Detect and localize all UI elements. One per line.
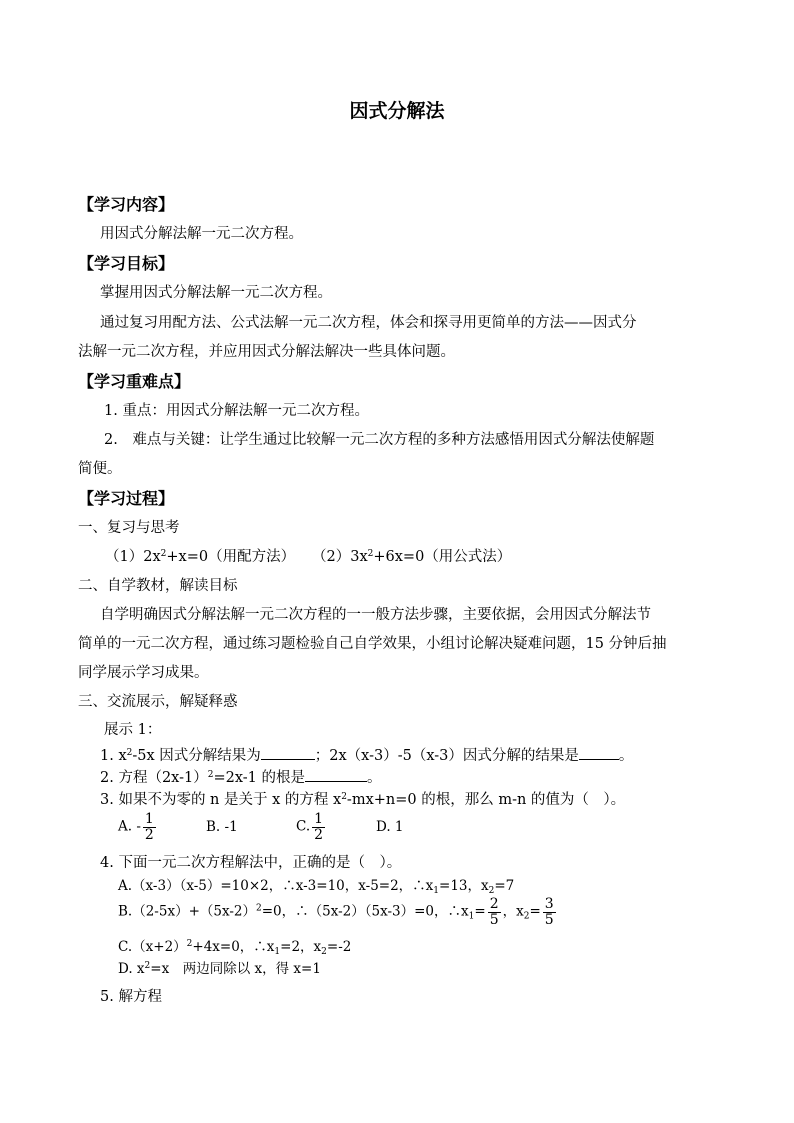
exercise-4-option-c: $C.(x+2)^2+4x=0$，$\therefore x_1=2$，$x_2=-2$ <box>118 939 352 957</box>
goals-p2-line1: 通过复习用配方法、公式法解一元二次方程，体会和探寻用更简单的方法——因式分 <box>100 315 637 331</box>
key-p1: 1. 重点：用因式分解法解一元二次方程。 <box>104 403 369 419</box>
exercise-3: 3. 如果不为零的 n 是关于 x 的方程 $x^2-mx+n=0$ 的根，那么 m-n 的值为（ ）。 <box>100 792 626 808</box>
fraction: $\frac{1}{2}$ <box>144 811 154 843</box>
exercise-4-option-b: $B.(2-5x)+(5x-2)^2=0$，∴（5x-2）（5x-3）=0，$\therefore x_1=$ $\frac{2}{5}$ ，$x_2=$ $\frac{3}{5}$ <box>118 896 554 928</box>
exercise-3-option-d: D. 1 <box>376 819 404 835</box>
heading-goals: 【学习目标】 <box>78 254 175 273</box>
fraction: $\frac{1}{2}$ <box>314 811 324 843</box>
key-p2-line1: 2. 难点与关键：让学生通过比较解一元二次方程的多种方法感悟用因式分解法使解题 <box>104 432 655 448</box>
fraction: $\frac{3}{5}$ <box>544 896 554 928</box>
part2-heading: 二、自学教材，解读目标 <box>78 578 238 594</box>
exercise-4-option-a: A.（x-3）（x-5）=10×2，∴x-3=10，x-5=2，$\therefore x_1=13$，$x_2=7$ <box>118 878 515 896</box>
answer-blank[interactable] <box>579 747 619 760</box>
exercise-3-option-c: C. $\frac{1}{2}$ <box>296 811 324 843</box>
review-q2: $(2)3x^2+6x=0$（用公式法） <box>312 549 512 565</box>
exercise-4-option-d: D. $x^2=x$ 两边同除以 x，得 x=1 <box>118 961 321 977</box>
page-title: 因式分解法 <box>349 100 445 122</box>
goals-p1: 掌握用因式分解法解一元二次方程。 <box>100 285 332 301</box>
part2-line2: 简单的一元二次方程，通过练习题检验自己自学效果，小组讨论解决疑难问题，15 分钟后抽 <box>78 636 667 652</box>
exercise-3-option-b: B. -1 <box>206 819 238 835</box>
heading-process: 【学习过程】 <box>78 489 175 508</box>
part1-heading: 一、复习与思考 <box>78 520 180 536</box>
part2-line1: 自学明确因式分解法解一元二次方程的一一般方法步骤，主要依据，会用因式分解法节 <box>100 607 651 623</box>
heading-content: 【学习内容】 <box>78 195 175 214</box>
exercise-3-option-a: A. - $\frac{1}{2}$ <box>118 811 154 843</box>
fraction: $\frac{2}{5}$ <box>489 896 499 928</box>
exercise-5: 5. 解方程 <box>100 989 162 1005</box>
show-label: 展示 1： <box>104 722 162 738</box>
part3-heading: 三、交流展示，解疑释惑 <box>78 694 238 710</box>
answer-blank[interactable] <box>261 747 315 760</box>
content-text: 用因式分解法解一元二次方程。 <box>100 226 303 242</box>
heading-key: 【学习重难点】 <box>78 372 191 391</box>
exercise-4: 4. 下面一元二次方程解法中，正确的是（ ）。 <box>100 855 402 871</box>
exercise-2: 2. 方程$(2x-1)^2=2x-1$ 的根是 。 <box>100 770 382 786</box>
exercise-1: 1. $x^2-5x$ 因式分解结果为 ；2x（x-3）-5（x-3）因式分解的结果是 。 <box>100 748 634 764</box>
part2-line3: 同学展示学习成果。 <box>78 665 209 681</box>
answer-blank[interactable] <box>305 769 367 782</box>
key-p2-line2: 简便。 <box>78 461 122 477</box>
review-q1: $(1)2x^2+x=0$（用配方法） <box>105 549 296 565</box>
goals-p2-line2: 法解一元二次方程，并应用因式分解法解决一些具体问题。 <box>78 344 455 360</box>
